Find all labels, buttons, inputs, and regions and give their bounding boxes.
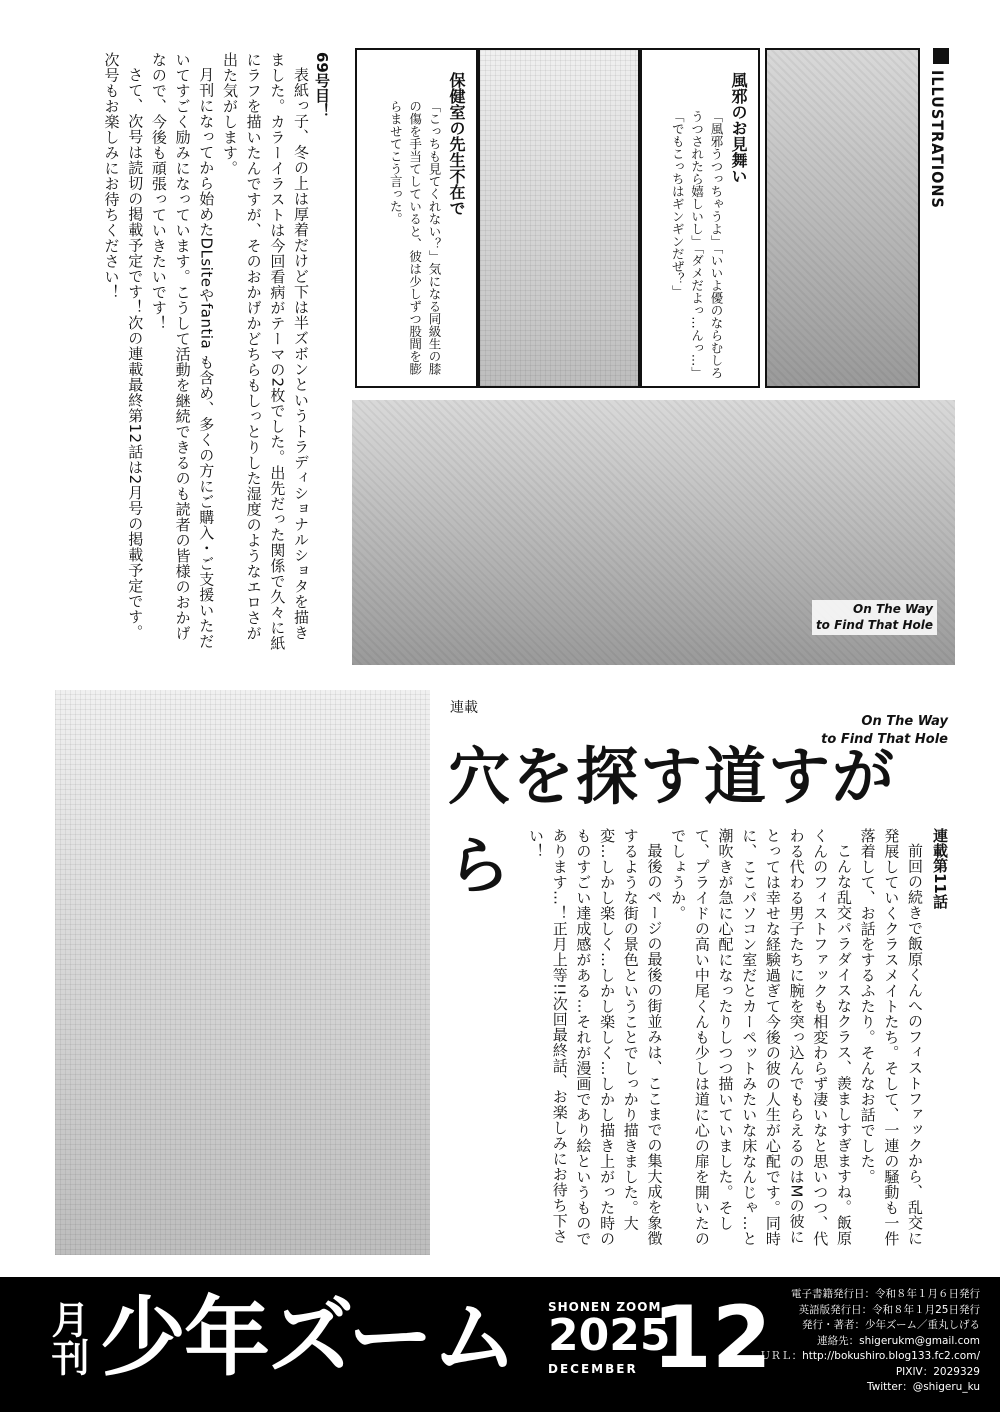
magazine-title-en: SHONEN ZOOM [548, 1300, 662, 1314]
illustration-title-2: 保健室の先生不在で [447, 72, 466, 216]
series-title-en-line: to Find That Hole [821, 731, 948, 747]
series-title-jp: 穴を探す道すがら [448, 740, 897, 902]
series-title-en-line: On The Way [861, 714, 948, 729]
issue-year: 2025 [548, 1310, 671, 1361]
manga-banner-image [352, 400, 955, 665]
colophon-email[interactable]: 連絡先：shigerukm@gmail.com [817, 1334, 980, 1347]
illustration-body-2: 「こっちも見てくれない？」気になる同級生の膝の傷を手当てしていると、彼は少しずつ股間を膨らませてこう言った。 [388, 100, 442, 375]
serial-paragraph: こんな乱交パラダイスなクラス、羨ましすぎますね。飯原くんのフィストファックも相変わらず凄いなと思いつつ、代わる代わる男子たちに腕を突っ込んでもらえるのはMの彼にとっては幸せな経験過ぎて今後の彼の人生が心配です。同時に、ここパソコン室だとカーペットみたいな床なんじゃ…と潮吹きが急に心配になったりしつつ描いていました。そして、プライドの高い中尾くんも少しは道に心の扉を開いたのでしょうか。 [669, 828, 853, 1247]
serial-paragraph: 前回の続きで飯原くんへのフィストファックから、乱交に発展していくクラスメイトたち。そして、一連の騒動も一件落着して、お話をするふたり。そんなお話でした。 [858, 828, 924, 1247]
colophon-line: 英語版発行日：令和８年１月25日発行 [798, 1303, 980, 1316]
header-square-icon [933, 48, 949, 64]
section-header-label: ILLUSTRATIONS [928, 70, 947, 209]
serial-text [448, 828, 926, 1253]
colophon-line: 電子書籍発行日：令和８年１月６日発行 [791, 1288, 980, 1300]
illustration-caption-box-1 [640, 48, 760, 388]
section-header [928, 48, 954, 223]
colophon-line: 発行・著者：少年ズーム／重丸しげる [802, 1319, 980, 1332]
series-title-en [821, 713, 948, 748]
illustration-body-1: 「風邪うつっちゃうよ」「いいよ優のならむしろうつされたら嬉しいし」「ダメだよっ…んっ…」「でもこっちはギンギンだぜ？」 [670, 110, 724, 379]
colophon [740, 1287, 980, 1396]
issue-note-title: 69号目！ [313, 52, 331, 118]
issue-note-paragraph: 表紙っ子、冬の上は厚着だけど下は半ズボンというトラディショナルショタを描きました。カラーイラストは今回看病がテーマの2枚でした。出先だった関係で久々に紙にラフを描いたんですが、そのおかげかどちらもしっとりした湿度のようなエロさが出た気がします。 [220, 52, 310, 652]
magazine-gekkan: 月刊 [45, 1300, 89, 1376]
issue-note-paragraph: 月刊になってから始めたDLsiteやfantia も含め、多くの方にご購入・ご支援いただいてすごく励みになっています。こうして活動を継続できるのも読者の皆様のおかげなので、今後も頑張っていきたいです！ [149, 52, 216, 649]
serial-label: 連載 [450, 700, 478, 716]
colophon-line: PIXIV：2029329 [895, 1365, 980, 1378]
colophon-twitter[interactable]: Twitter：@shigeru_ku [867, 1381, 980, 1394]
serial-paragraph: 最後のページの最後の街並みは、ここまでの集大成を象徴するような街の景色ということでしっかり描きました。大変…しかし楽しく…しかし楽しく…しかし描き上がった時のものすごい達成感がある…それが漫画であり絵というものであります…！正月上等!!次回最終話、お楽しみにお待ち下さい！ [527, 828, 664, 1247]
banner-en-line: On The Way [853, 602, 933, 616]
episode-label: 連載第11話 [931, 828, 949, 909]
issue-note-text [50, 52, 312, 652]
issue-number: 12 [652, 1288, 772, 1388]
colophon-url[interactable]: ＵＲＬ：http://bokushiro.blog133.fc2.com/ [760, 1350, 980, 1363]
illustration-title-1: 風邪のお見舞い [729, 72, 748, 184]
issue-month: DECEMBER [548, 1362, 638, 1376]
illustration-image-2 [478, 48, 640, 388]
city-scene-image [55, 690, 430, 1255]
illustration-image-1 [765, 48, 920, 388]
banner-english-title [812, 600, 937, 635]
issue-note-paragraph: さて、次号は読切の掲載予定です！次の連載最終第12話は2月号の掲載予定です。次号もお楽しみにお待ちください！ [102, 52, 145, 640]
illustration-caption-box-2 [355, 48, 478, 388]
magazine-title: 少年ズーム [100, 1288, 516, 1388]
banner-en-line: to Find That Hole [815, 617, 933, 632]
